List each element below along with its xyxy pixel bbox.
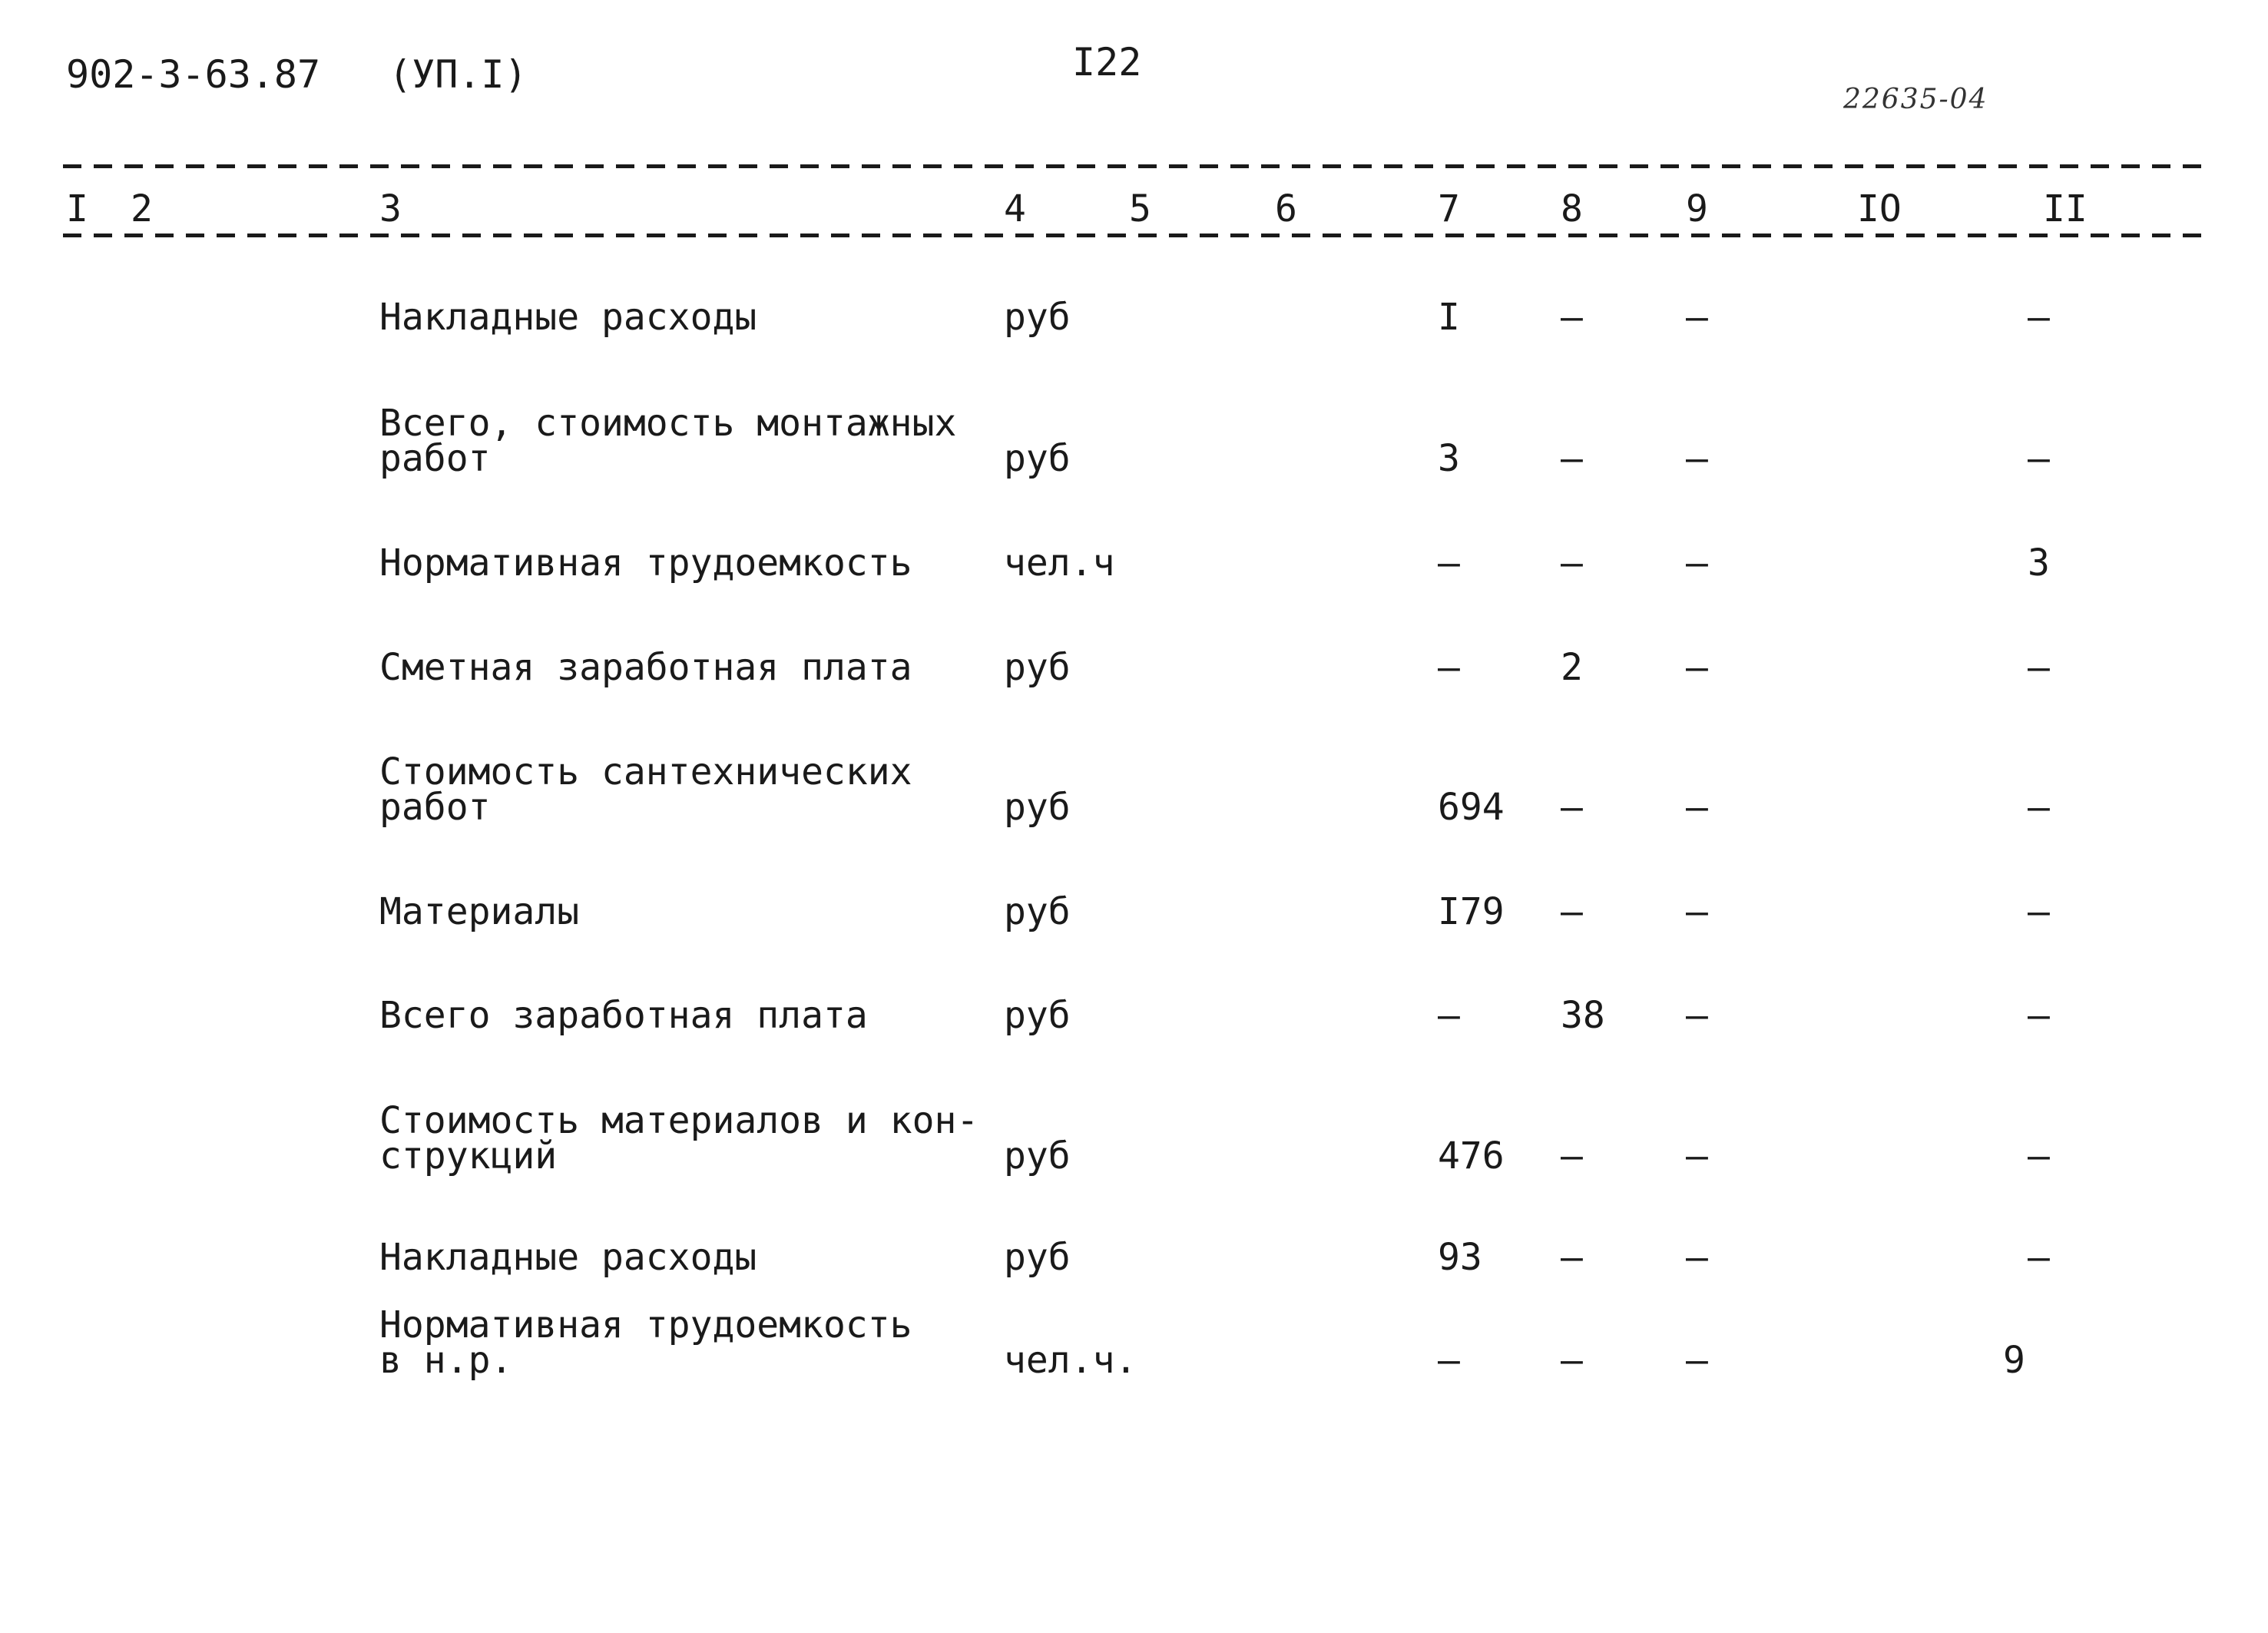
row-unit: руб <box>1004 786 1071 829</box>
col-num-8: 8 <box>1561 187 1583 230</box>
col-num-11: II <box>2043 187 2088 230</box>
row-col-7: I <box>1438 296 1460 339</box>
row-col-7: I79 <box>1438 890 1505 933</box>
page-number: I22 <box>1072 40 1142 84</box>
row-col-8: 38 <box>1561 994 1605 1037</box>
row-col-11: – <box>2028 994 2050 1037</box>
row-unit: чел.ч. <box>1004 1339 1137 1382</box>
row-col-7: – <box>1438 1339 1460 1382</box>
row-col-9: – <box>1686 646 1708 689</box>
row-name: Сметная заработная плата <box>379 646 912 689</box>
row-col-11: – <box>2028 646 2050 689</box>
row-col-8: – <box>1561 786 1583 829</box>
row-col-11: 9 <box>2003 1339 2025 1382</box>
row-name: Нормативная трудоемкость в н.р. <box>379 1303 912 1382</box>
row-col-8: – <box>1561 1339 1583 1382</box>
row-col-11: – <box>2028 296 2050 339</box>
row-name: Нормативная трудоемкость <box>379 542 912 585</box>
row-col-8: – <box>1561 1236 1583 1279</box>
row-col-8: – <box>1561 1134 1583 1178</box>
row-col-7: – <box>1438 994 1460 1037</box>
row-col-11: – <box>2028 437 2050 480</box>
row-col-11: – <box>2028 1134 2050 1178</box>
header-top-rule <box>63 164 2213 168</box>
col-num-7: 7 <box>1438 187 1460 230</box>
row-col-7: – <box>1438 646 1460 689</box>
row-name: Стоимость материалов и кон- струкций <box>379 1099 979 1178</box>
row-unit: руб <box>1004 890 1071 933</box>
row-col-9: – <box>1686 1339 1708 1382</box>
row-col-9: – <box>1686 786 1708 829</box>
album-label: (УП.I) <box>389 52 528 97</box>
col-num-3: 3 <box>379 187 402 230</box>
row-col-11: – <box>2028 786 2050 829</box>
col-num-6: 6 <box>1275 187 1297 230</box>
row-col-7: – <box>1438 542 1460 585</box>
col-num-10: IO <box>1857 187 1902 230</box>
row-unit: руб <box>1004 646 1071 689</box>
row-col-9: – <box>1686 890 1708 933</box>
document-code: 902-3-63.87 <box>66 52 321 97</box>
row-col-7: 476 <box>1438 1134 1505 1178</box>
row-unit: руб <box>1004 994 1071 1037</box>
col-num-9: 9 <box>1686 187 1708 230</box>
row-name: Накладные расходы <box>379 1236 757 1279</box>
row-col-8: – <box>1561 437 1583 480</box>
row-col-9: – <box>1686 542 1708 585</box>
row-unit: руб <box>1004 1134 1071 1178</box>
row-col-7: 3 <box>1438 437 1460 480</box>
row-col-11: – <box>2028 1236 2050 1279</box>
row-name: Всего заработная плата <box>379 994 868 1037</box>
row-unit: руб <box>1004 296 1071 339</box>
row-unit: руб <box>1004 437 1071 480</box>
row-name: Накладные расходы <box>379 296 757 339</box>
row-col-9: – <box>1686 1236 1708 1279</box>
row-col-9: – <box>1686 1134 1708 1178</box>
row-name: Всего, стоимость монтажных работ <box>379 402 957 480</box>
row-col-8: – <box>1561 542 1583 585</box>
row-name: Материалы <box>379 890 580 933</box>
row-col-11: 3 <box>2028 542 2050 585</box>
row-col-8: – <box>1561 890 1583 933</box>
row-col-9: – <box>1686 994 1708 1037</box>
handwritten-number: 22635-04 <box>1843 84 1988 115</box>
row-col-7: 93 <box>1438 1236 1482 1279</box>
col-num-1: I <box>66 187 88 230</box>
row-col-9: – <box>1686 437 1708 480</box>
row-col-8: 2 <box>1561 646 1583 689</box>
col-num-5: 5 <box>1129 187 1151 230</box>
row-name: Стоимость сантехнических работ <box>379 750 912 829</box>
header-bottom-rule <box>63 234 2213 237</box>
row-unit: руб <box>1004 1236 1071 1279</box>
row-col-7: 694 <box>1438 786 1505 829</box>
row-unit: чел.ч <box>1004 542 1115 585</box>
row-col-8: – <box>1561 296 1583 339</box>
col-num-2: 2 <box>131 187 153 230</box>
row-col-11: – <box>2028 890 2050 933</box>
row-col-9: – <box>1686 296 1708 339</box>
col-num-4: 4 <box>1004 187 1026 230</box>
